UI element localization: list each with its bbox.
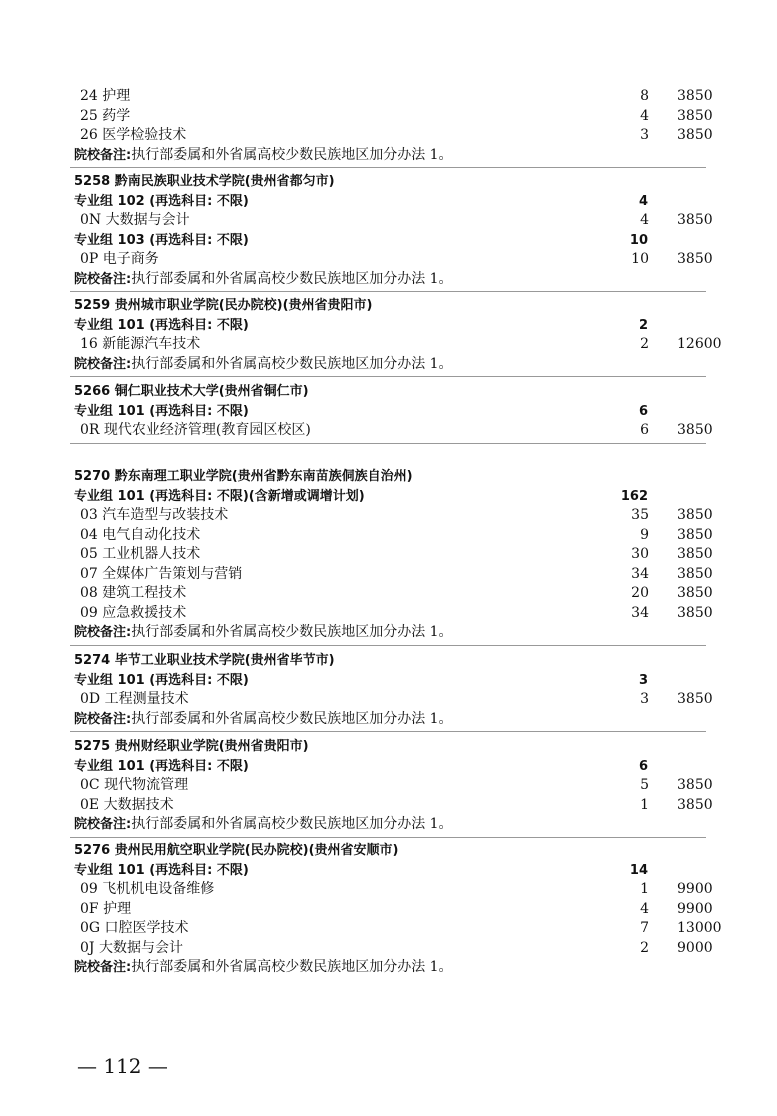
plan-count: 2: [640, 939, 649, 956]
major-group-label: 专业组 101 (再选科目: 不限): [74, 862, 249, 878]
major-row: [0, 126, 777, 146]
school-note-label: 院校备注:: [74, 960, 132, 975]
major-code: 09: [80, 881, 98, 897]
major-title: 现代物流管理: [104, 777, 189, 793]
major-row: [0, 796, 777, 816]
school-section: [0, 296, 777, 374]
tuition-fee: 9900: [677, 881, 713, 897]
group-plan-count: 10: [629, 232, 648, 248]
major-row: [0, 584, 777, 604]
school-note-label: 院校备注:: [74, 625, 132, 640]
school-note-label: 院校备注:: [74, 147, 132, 163]
major-code: 0F: [80, 900, 99, 917]
major-title: 护理: [103, 900, 132, 917]
major-code: 04: [80, 526, 98, 543]
school-note-text: 执行部委属和外省属高校少数民族地区加分办法 1。: [131, 624, 453, 640]
plan-count: 4: [640, 900, 649, 917]
major-group-label: 专业组 102 (再选科目: 不限): [74, 193, 249, 209]
group-plan-count: 4: [638, 193, 648, 209]
major-name: [80, 506, 228, 526]
plan-count: 30: [631, 546, 649, 562]
group-plan-count: 3: [638, 672, 648, 688]
school-name: 5276 贵州民用航空职业学院(民办院校)(贵州省安顺市): [74, 843, 399, 858]
major-title: 电气自动化技术: [102, 526, 201, 543]
major-name: [80, 545, 200, 565]
section-divider: [70, 645, 706, 646]
tuition-fee: 3850: [677, 507, 713, 523]
major-group-row: [0, 192, 777, 212]
major-group-row: [0, 231, 777, 251]
school-name: 5258 黔南民族职业技术学院(贵州省都匀市): [74, 174, 335, 189]
major-group-label: 专业组 101 (再选科目: 不限)(含新增或调增计划): [74, 488, 365, 504]
group-plan-count: 6: [638, 403, 648, 419]
major-code: 24: [80, 88, 98, 104]
school-name: 5274 毕节工业职业技术学院(贵州省毕节市): [74, 653, 335, 668]
major-group-row: [0, 671, 777, 691]
tuition-fee: 3850: [677, 691, 713, 707]
plan-count: 34: [631, 604, 649, 621]
major-name: [80, 690, 189, 710]
school-section: [0, 87, 777, 165]
major-title: 大数据与会计: [105, 212, 190, 228]
plan-count: 34: [631, 565, 649, 582]
major-group-label: 专业组 101 (再选科目: 不限): [74, 672, 249, 688]
major-row: [0, 776, 777, 796]
school-note: [0, 355, 777, 375]
school-note: [0, 623, 777, 643]
major-title: 全媒体广告策划与营销: [102, 565, 243, 582]
major-row: [0, 211, 777, 231]
major-code: 0J: [80, 939, 95, 956]
school-name: 5275 贵州财经职业学院(贵州省贵阳市): [74, 739, 309, 754]
major-group-row: [0, 757, 777, 777]
plan-count: 6: [640, 422, 649, 438]
plan-count: 8: [640, 88, 649, 104]
plan-count: 3: [640, 127, 649, 143]
major-row: [0, 107, 777, 127]
major-name: [80, 880, 214, 900]
school-header: [0, 172, 777, 192]
major-code: 16: [80, 336, 98, 352]
tuition-fee: 3850: [677, 796, 713, 813]
school-note-label: 院校备注:: [74, 271, 132, 287]
plan-count: 9: [640, 526, 649, 543]
major-name: [80, 900, 131, 920]
school-section: [0, 382, 777, 441]
section-divider: [70, 167, 706, 168]
major-group-row: [0, 316, 777, 336]
plan-count: 20: [631, 585, 649, 601]
school-name: 5259 贵州城市职业学院(民办院校)(贵州省贵阳市): [74, 298, 373, 313]
school-header: [0, 296, 777, 316]
major-code: 0N: [80, 212, 102, 228]
school-note-content: [74, 355, 453, 375]
plan-count: 2: [640, 336, 649, 352]
school-header: [0, 467, 777, 487]
school-name: 5270 黔东南理工职业学院(贵州省黔东南苗族侗族自治州): [74, 469, 413, 484]
major-code: 03: [80, 507, 98, 523]
section-divider: [70, 376, 706, 377]
major-row: [0, 545, 777, 565]
tuition-fee: 3850: [677, 127, 713, 143]
tuition-fee: 3850: [677, 777, 713, 793]
major-title: 大数据技术: [103, 796, 174, 813]
plan-count: 5: [640, 777, 649, 793]
major-code: 07: [80, 565, 98, 582]
group-plan-count: 6: [638, 758, 648, 774]
major-name: [80, 796, 174, 816]
major-name: [80, 335, 200, 355]
school-header: [0, 841, 777, 861]
school-note: [0, 710, 777, 730]
major-code: 0E: [80, 796, 100, 813]
major-code: 0G: [80, 920, 101, 936]
section-divider: [70, 443, 706, 444]
major-row: [0, 421, 777, 441]
major-title: 口腔医学技术: [104, 920, 189, 936]
school-section: [0, 737, 777, 835]
major-code: 0R: [80, 422, 100, 438]
tuition-fee: 3850: [677, 546, 713, 562]
tuition-fee: 12600: [677, 336, 722, 352]
school-note-content: [74, 623, 453, 643]
major-name: [80, 87, 130, 107]
major-title: 飞机机电设备维修: [102, 881, 215, 897]
tuition-fee: 9000: [677, 939, 713, 956]
plan-count: 3: [640, 691, 649, 707]
major-row: [0, 604, 777, 624]
plan-count: 35: [631, 507, 649, 523]
plan-count: 7: [640, 920, 649, 936]
tuition-fee: 3850: [677, 565, 713, 582]
school-note-content: [74, 958, 453, 978]
major-row: [0, 87, 777, 107]
major-name: [80, 421, 311, 441]
major-code: 0P: [80, 251, 99, 267]
major-title: 工业机器人技术: [102, 546, 201, 562]
major-title: 工程测量技术: [104, 691, 189, 707]
major-row: [0, 526, 777, 546]
major-name: [80, 526, 200, 546]
major-group-row: [0, 861, 777, 881]
major-row: [0, 880, 777, 900]
plan-count: 4: [640, 107, 649, 124]
major-name: [80, 939, 183, 959]
major-title: 新能源汽车技术: [102, 336, 201, 352]
major-name: [80, 107, 130, 127]
major-group-label: 专业组 101 (再选科目: 不限): [74, 403, 249, 419]
tuition-fee: 3850: [677, 422, 713, 438]
major-name: [80, 250, 159, 270]
major-row: [0, 919, 777, 939]
school-note: [0, 815, 777, 835]
school-note: [0, 146, 777, 166]
school-note: [0, 958, 777, 978]
major-name: [80, 126, 186, 146]
major-title: 建筑工程技术: [102, 585, 187, 601]
major-group-label: 专业组 101 (再选科目: 不限): [74, 758, 249, 774]
major-code: 09: [80, 604, 98, 621]
plan-count: 1: [640, 881, 649, 897]
school-note-text: 执行部委属和外省属高校少数民族地区加分办法 1。: [131, 816, 453, 832]
school-header: [0, 737, 777, 757]
major-row: [0, 690, 777, 710]
plan-count: 4: [640, 212, 649, 228]
major-name: [80, 565, 242, 585]
major-title: 医学检验技术: [102, 127, 187, 143]
major-row: [0, 939, 777, 959]
major-row: [0, 900, 777, 920]
school-section: [0, 841, 777, 978]
major-code: 0C: [80, 777, 100, 793]
school-note-content: [74, 146, 453, 166]
major-code: 0D: [80, 691, 101, 707]
tuition-fee: 3850: [677, 88, 713, 104]
major-row: [0, 335, 777, 355]
major-row: [0, 506, 777, 526]
major-name: [80, 211, 190, 231]
tuition-fee: 3850: [677, 251, 713, 267]
school-note-content: [74, 270, 453, 290]
school-note-text: 执行部委属和外省属高校少数民族地区加分办法 1。: [131, 959, 453, 975]
school-note-text: 执行部委属和外省属高校少数民族地区加分办法 1。: [131, 710, 453, 727]
major-code: 26: [80, 127, 98, 143]
major-title: 汽车造型与改装技术: [102, 507, 229, 523]
major-code: 25: [80, 107, 98, 124]
major-row: [0, 250, 777, 270]
major-name: [80, 776, 188, 796]
tuition-fee: 9900: [677, 900, 713, 917]
major-title: 现代农业经济管理(教育园区校区): [103, 422, 311, 438]
school-note-text: 执行部委属和外省属高校少数民族地区加分办法 1。: [131, 355, 453, 372]
school-note-text: 执行部委属和外省属高校少数民族地区加分办法 1。: [131, 270, 453, 287]
school-note-text: 执行部委属和外省属高校少数民族地区加分办法 1。: [131, 146, 453, 163]
tuition-fee: 3850: [677, 604, 713, 621]
major-group-label: 专业组 101 (再选科目: 不限): [74, 317, 249, 333]
major-row: [0, 565, 777, 585]
major-name: [80, 604, 186, 624]
major-title: 药学: [102, 107, 131, 124]
tuition-fee: 3850: [677, 585, 713, 601]
page-number: — 112 —: [77, 1054, 168, 1078]
major-title: 应急救援技术: [102, 604, 187, 621]
major-group-row: [0, 487, 777, 507]
major-group-label: 专业组 103 (再选科目: 不限): [74, 232, 249, 248]
school-header: [0, 651, 777, 671]
group-plan-count: 14: [629, 862, 648, 878]
tuition-fee: 3850: [677, 526, 713, 543]
tuition-fee: 13000: [677, 920, 722, 936]
school-name: 5266 铜仁职业技术大学(贵州省铜仁市): [74, 384, 309, 399]
group-plan-count: 162: [620, 488, 648, 504]
plan-count: 10: [631, 251, 649, 267]
group-plan-count: 2: [638, 317, 648, 333]
school-section: [0, 172, 777, 289]
major-code: 08: [80, 585, 98, 601]
school-note-content: [74, 710, 453, 730]
school-header: [0, 382, 777, 402]
major-title: 大数据与会计: [98, 939, 183, 956]
major-group-row: [0, 402, 777, 422]
major-title: 电子商务: [102, 251, 159, 267]
section-divider: [70, 291, 706, 292]
major-name: [80, 919, 189, 939]
plan-count: 1: [640, 796, 649, 813]
tuition-fee: 3850: [677, 107, 713, 124]
tuition-fee: 3850: [677, 212, 713, 228]
school-section: [0, 467, 777, 643]
section-divider: [70, 837, 706, 838]
major-name: [80, 584, 186, 604]
major-title: 护理: [102, 88, 131, 104]
school-note-label: 院校备注:: [74, 356, 132, 372]
major-code: 05: [80, 546, 98, 562]
school-note-label: 院校备注:: [74, 817, 132, 832]
school-note-label: 院校备注:: [74, 711, 132, 727]
section-divider: [70, 731, 706, 732]
school-note-content: [74, 815, 453, 835]
school-note: [0, 270, 777, 290]
school-section: [0, 651, 777, 729]
